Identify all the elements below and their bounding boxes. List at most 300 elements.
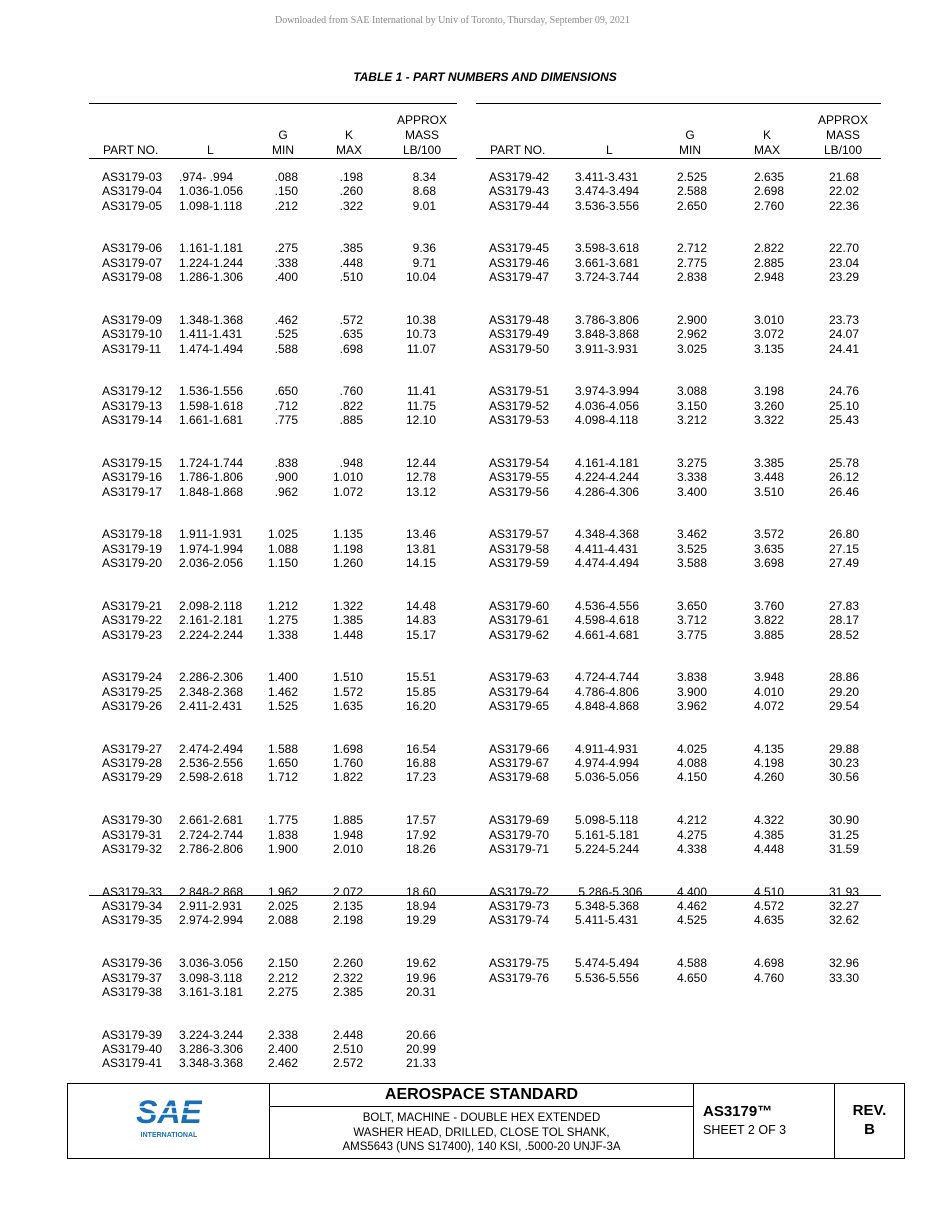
- cell-k-max: .448: [339, 255, 363, 270]
- table-row: [476, 241, 881, 255]
- cell-g-min: 1.962: [267, 884, 298, 899]
- cell-g-min: 3.088: [676, 384, 707, 399]
- description-line: BOLT, MACHINE - DOUBLE HEX EXTENDED: [362, 1112, 601, 1124]
- cell-k-max: 4.322: [753, 813, 784, 828]
- cell-mass: 11.41: [406, 384, 436, 399]
- table-row: [89, 685, 457, 699]
- cell-part-no: AS3179-70: [489, 827, 550, 842]
- cell-l: 3.474-3.494: [575, 184, 640, 199]
- cell-l: 5.348-5.368: [575, 899, 640, 914]
- cell-k-max: 1.635: [332, 698, 363, 713]
- table-row: [476, 699, 881, 713]
- cell-mass: 15.51: [405, 670, 436, 685]
- cell-g-min: 3.150: [676, 398, 707, 413]
- table-row: [89, 742, 457, 756]
- cell-part-no: AS3179-43: [489, 184, 550, 199]
- cell-k-max: .822: [339, 398, 363, 413]
- cell-g-min: 2.150: [267, 956, 298, 971]
- cell-mass: 8.68: [412, 184, 436, 199]
- col-header-l: L: [207, 143, 214, 157]
- cell-part-no: AS3179-05: [102, 198, 163, 213]
- table-row: [89, 184, 457, 198]
- cell-g-min: 1.338: [267, 627, 298, 642]
- cell-k-max: 2.760: [753, 198, 784, 213]
- sae-logo-icon: [136, 1095, 202, 1141]
- table-row: [89, 256, 457, 270]
- cell-part-no: AS3179-28: [102, 756, 163, 771]
- table-row: [89, 556, 457, 570]
- cell-k-max: 3.510: [753, 484, 784, 499]
- cell-part-no: AS3179-56: [489, 484, 550, 499]
- cell-mass: 9.71: [412, 255, 436, 270]
- cell-g-min: .525: [274, 327, 298, 342]
- table-row: [89, 613, 457, 627]
- cell-mass: 14.15: [405, 556, 436, 571]
- cell-g-min: .275: [274, 241, 298, 256]
- cell-g-min: 4.275: [676, 827, 707, 842]
- cell-part-no: AS3179-29: [102, 770, 163, 785]
- table-header: [89, 104, 457, 159]
- table-row: [476, 527, 881, 541]
- cell-l: 3.536-3.556: [575, 198, 640, 213]
- table-row: [476, 485, 881, 499]
- cell-mass: 26.80: [828, 527, 859, 542]
- standard-description: [270, 1107, 693, 1155]
- cell-part-no: AS3179-63: [489, 670, 550, 685]
- table-row: [89, 699, 457, 713]
- cell-part-no: AS3179-20: [102, 556, 163, 571]
- logo-cell: [68, 1084, 270, 1158]
- cell-part-no: AS3179-22: [102, 613, 163, 628]
- cell-k-max: 3.635: [753, 541, 784, 556]
- cell-part-no: AS3179-11: [102, 341, 162, 356]
- cell-l: 3.974-3.994: [575, 384, 640, 399]
- cell-part-no: AS3179-10: [102, 327, 163, 342]
- cell-mass: 23.29: [828, 270, 859, 285]
- cell-part-no: AS3179-18: [102, 527, 163, 542]
- cell-g-min: 1.525: [267, 698, 298, 713]
- table-right-half: [476, 103, 881, 985]
- cell-l: 1.848-1.868: [179, 484, 244, 499]
- cell-mass: 18.60: [405, 884, 436, 899]
- cell-k-max: 1.135: [332, 527, 363, 542]
- cell-part-no: AS3179-37: [102, 970, 163, 985]
- cell-g-min: .462: [274, 312, 298, 327]
- cell-l: 4.911-4.931: [575, 741, 639, 756]
- table-row: [476, 413, 881, 427]
- table-row: [476, 685, 881, 699]
- cell-part-no: AS3179-33: [102, 884, 163, 899]
- cell-mass: 29.54: [828, 698, 859, 713]
- cell-mass: 17.23: [405, 770, 436, 785]
- cell-mass: 18.94: [405, 899, 436, 914]
- table-row: [476, 613, 881, 627]
- cell-mass: 12.44: [405, 455, 436, 470]
- cell-mass: 13.81: [405, 541, 436, 556]
- cell-k-max: 4.698: [753, 956, 784, 971]
- cell-g-min: 3.962: [676, 698, 707, 713]
- cell-mass: 27.15: [828, 541, 859, 556]
- table-row: [89, 270, 457, 284]
- cell-g-min: 2.900: [676, 312, 707, 327]
- cell-l: 5.036-5.056: [575, 770, 640, 785]
- cell-l: 2.474-2.494: [179, 741, 244, 756]
- cell-g-min: 3.338: [676, 470, 707, 485]
- document-number: AS3179™: [703, 1103, 773, 1120]
- cell-k-max: 1.948: [332, 827, 363, 842]
- table-row: [89, 813, 457, 827]
- cell-part-no: AS3179-14: [102, 413, 163, 428]
- cell-mass: 25.43: [828, 413, 859, 428]
- cell-part-no: AS3179-51: [489, 384, 550, 399]
- cell-mass: 31.59: [828, 841, 859, 856]
- cell-mass: 19.96: [405, 970, 436, 985]
- cell-part-no: AS3179-58: [489, 541, 550, 556]
- cell-mass: 22.02: [828, 184, 859, 199]
- rev-value: B: [864, 1121, 875, 1138]
- cell-g-min: .900: [274, 470, 298, 485]
- cell-l: 5.224-5.244: [575, 841, 640, 856]
- cell-k-max: 4.198: [753, 756, 784, 771]
- cell-g-min: .712: [274, 398, 298, 413]
- cell-part-no: AS3179-03: [102, 170, 163, 184]
- cell-g-min: 2.962: [676, 327, 707, 342]
- table-row: [89, 828, 457, 842]
- col-header-l: L: [606, 143, 613, 157]
- cell-mass: 14.48: [405, 598, 436, 613]
- cell-k-max: 1.822: [332, 770, 363, 785]
- cell-mass: 32.96: [828, 956, 859, 971]
- cell-part-no: AS3179-25: [102, 684, 163, 699]
- table-row: [89, 542, 457, 556]
- cell-g-min: 2.462: [267, 1056, 298, 1071]
- table-row: [476, 756, 881, 770]
- cell-l: 2.661-2.681: [179, 813, 244, 828]
- col-header-g: G MIN: [272, 128, 294, 157]
- cell-mass: 9.36: [412, 241, 436, 256]
- table-row: [89, 1056, 457, 1070]
- cell-l: 1.911-1.931: [179, 527, 243, 542]
- cell-g-min: 4.650: [676, 970, 707, 985]
- cell-l: 4.974-4.994: [575, 756, 640, 771]
- cell-g-min: 1.025: [267, 527, 298, 542]
- cell-k-max: 3.698: [753, 556, 784, 571]
- cell-part-no: AS3179-30: [102, 813, 163, 828]
- col-header-mass: APPROX MASS LB/100: [396, 113, 447, 157]
- cell-k-max: .385: [339, 241, 363, 256]
- cell-k-max: 3.010: [753, 312, 784, 327]
- table-row: [476, 742, 881, 756]
- table-row: [476, 270, 881, 284]
- cell-part-no: AS3179-40: [102, 1042, 163, 1057]
- cell-l: 1.661-1.681: [179, 413, 244, 428]
- cell-part-no: AS3179-15: [102, 455, 163, 470]
- cell-mass: 22.70: [828, 241, 859, 256]
- cell-l: 2.411-2.431: [179, 698, 243, 713]
- cell-mass: 10.04: [405, 270, 436, 285]
- cell-k-max: 4.635: [753, 913, 784, 928]
- cell-l: 5.286-5.306: [575, 884, 643, 899]
- cell-k-max: 4.072: [753, 698, 784, 713]
- cell-mass: 33.30: [828, 970, 859, 985]
- cell-g-min: 2.088: [267, 913, 298, 928]
- table-header: [476, 104, 881, 159]
- cell-g-min: .150: [274, 184, 298, 199]
- cell-k-max: 3.948: [753, 670, 784, 685]
- cell-k-max: .510: [339, 270, 363, 285]
- standard-heading: AEROSPACE STANDARD: [270, 1084, 693, 1107]
- cell-g-min: 2.712: [676, 241, 707, 256]
- table-row: [476, 828, 881, 842]
- table-row: [476, 327, 881, 341]
- cell-g-min: 2.025: [267, 899, 298, 914]
- cell-part-no: AS3179-52: [489, 398, 550, 413]
- cell-mass: 23.73: [828, 312, 859, 327]
- description-line: AMS5643 (UNS S17400), 140 KSI, .5000-20 UNJF-3A: [342, 1141, 621, 1153]
- cell-k-max: 1.260: [332, 556, 363, 571]
- svg-text:INTERNATIONAL: INTERNATIONAL: [140, 1132, 198, 1139]
- cell-g-min: 1.650: [267, 756, 298, 771]
- cell-part-no: AS3179-75: [489, 956, 550, 971]
- download-note: Downloaded from SAE International by Univ of Toronto, Thursday, September 09, 2021: [275, 15, 630, 26]
- cell-l: 4.661-4.681: [575, 627, 640, 642]
- cell-k-max: .760: [339, 384, 363, 399]
- cell-l: 1.098-1.118: [179, 198, 243, 213]
- cell-l: 2.974-2.994: [179, 913, 244, 928]
- cell-l: 3.661-3.681: [575, 255, 640, 270]
- table-row: [89, 384, 457, 398]
- table-body-left: [89, 159, 457, 1071]
- cell-k-max: 4.135: [753, 741, 784, 756]
- description-line: WASHER HEAD, DRILLED, CLOSE TOL SHANK,: [353, 1126, 610, 1139]
- table-row: [476, 670, 881, 684]
- cell-g-min: 2.400: [267, 1042, 298, 1057]
- cell-l: 5.474-5.494: [575, 956, 640, 971]
- cell-l: 5.098-5.118: [575, 813, 639, 828]
- cell-k-max: 3.448: [753, 470, 784, 485]
- cell-g-min: .338: [274, 255, 298, 270]
- cell-l: 1.974-1.994: [179, 541, 244, 556]
- cell-l: 3.348-3.368: [179, 1056, 244, 1071]
- cell-k-max: 2.885: [753, 255, 784, 270]
- table-row: [89, 199, 457, 213]
- cell-g-min: 3.525: [676, 541, 707, 556]
- cell-g-min: 1.212: [267, 598, 298, 613]
- cell-k-max: 3.572: [753, 527, 784, 542]
- cell-g-min: 4.025: [676, 741, 707, 756]
- cell-k-max: 3.760: [753, 598, 784, 613]
- rev-label-text: REV.: [852, 1102, 887, 1119]
- cell-k-max: 2.948: [753, 270, 784, 285]
- cell-l: 3.098-3.118: [179, 970, 243, 985]
- cell-k-max: 3.322: [753, 413, 784, 428]
- cell-k-max: 3.260: [753, 398, 784, 413]
- table-row: [476, 399, 881, 413]
- cell-k-max: 2.385: [332, 984, 363, 999]
- cell-l: 1.161-1.181: [179, 241, 244, 256]
- table-row: [476, 899, 881, 913]
- cell-part-no: AS3179-41: [102, 1056, 163, 1071]
- cell-mass: 14.83: [405, 613, 436, 628]
- cell-l: 4.036-4.056: [575, 398, 640, 413]
- cell-mass: 24.07: [828, 327, 859, 342]
- cell-mass: 13.12: [405, 484, 436, 499]
- col-header-k: K MAX: [753, 128, 780, 157]
- cell-mass: 11.07: [406, 341, 436, 356]
- table-row: [89, 527, 457, 541]
- cell-k-max: .572: [339, 312, 363, 327]
- col-header-part-no: PART NO.: [103, 143, 159, 157]
- cell-k-max: 2.260: [332, 956, 363, 971]
- cell-g-min: 3.900: [676, 684, 707, 699]
- table-title: TABLE 1 - PART NUMBERS AND DIMENSIONS: [353, 70, 617, 84]
- cell-k-max: 1.885: [332, 813, 363, 828]
- table-row: [476, 885, 881, 899]
- cell-part-no: AS3179-26: [102, 698, 163, 713]
- cell-mass: 17.92: [405, 827, 436, 842]
- cell-mass: 13.46: [405, 527, 436, 542]
- cell-k-max: 4.760: [753, 970, 784, 985]
- table-row: [89, 628, 457, 642]
- cell-k-max: 4.448: [753, 841, 784, 856]
- table-row: [89, 470, 457, 484]
- cell-mass: 10.73: [405, 327, 436, 342]
- cell-k-max: 2.010: [332, 841, 363, 856]
- table-row: [476, 956, 881, 970]
- cell-k-max: 2.698: [753, 184, 784, 199]
- cell-mass: 21.68: [828, 170, 859, 184]
- cell-k-max: 1.072: [332, 484, 363, 499]
- cell-part-no: AS3179-69: [489, 813, 550, 828]
- cell-mass: 32.62: [828, 913, 859, 928]
- table-row: [89, 413, 457, 427]
- cell-part-no: AS3179-59: [489, 556, 550, 571]
- cell-k-max: 3.822: [753, 613, 784, 628]
- sheet-number: SHEET 2 OF 3: [703, 1123, 787, 1137]
- cell-g-min: 3.775: [676, 627, 707, 642]
- col-header-k: K MAX: [335, 128, 362, 157]
- cell-l: 3.848-3.868: [575, 327, 640, 342]
- cell-l: 4.786-4.806: [575, 684, 640, 699]
- table-row: [476, 456, 881, 470]
- cell-l: 5.161-5.181: [575, 827, 640, 842]
- title-block: [67, 1083, 905, 1159]
- cell-g-min: 3.462: [676, 527, 707, 542]
- cell-part-no: AS3179-19: [102, 541, 163, 556]
- cell-l: 1.724-1.744: [179, 455, 244, 470]
- cell-mass: 12.10: [405, 413, 436, 428]
- cell-l: 4.224-4.244: [575, 470, 640, 485]
- cell-k-max: 2.322: [332, 970, 363, 985]
- cell-mass: 22.36: [828, 198, 859, 213]
- cell-part-no: AS3179-38: [102, 984, 163, 999]
- table-row: [476, 770, 881, 784]
- cell-part-no: AS3179-16: [102, 470, 163, 485]
- table-row: [89, 670, 457, 684]
- cell-part-no: AS3179-09: [102, 312, 163, 327]
- cell-part-no: AS3179-73: [489, 899, 550, 914]
- table-row: [89, 1042, 457, 1056]
- cell-part-no: AS3179-08: [102, 270, 163, 285]
- cell-k-max: 1.385: [332, 613, 363, 628]
- cell-k-max: 2.198: [332, 913, 363, 928]
- cell-mass: 31.93: [828, 884, 859, 899]
- cell-part-no: AS3179-57: [489, 527, 550, 542]
- cell-part-no: AS3179-24: [102, 670, 163, 685]
- cell-mass: 27.83: [828, 598, 859, 613]
- cell-k-max: 1.198: [332, 541, 363, 556]
- document-cell: [694, 1084, 835, 1158]
- revision-cell: [835, 1084, 904, 1158]
- table-row: [476, 628, 881, 642]
- cell-k-max: .198: [339, 170, 363, 184]
- cell-g-min: 1.088: [267, 541, 298, 556]
- cell-part-no: AS3179-62: [489, 627, 550, 642]
- table-row: [89, 599, 457, 613]
- cell-g-min: .400: [274, 270, 298, 285]
- cell-l: 2.598-2.618: [179, 770, 244, 785]
- cell-mass: 11.75: [406, 398, 436, 413]
- cell-part-no: AS3179-65: [489, 698, 550, 713]
- cell-part-no: AS3179-04: [102, 184, 163, 199]
- cell-g-min: 1.588: [267, 741, 298, 756]
- cell-part-no: AS3179-53: [489, 413, 550, 428]
- cell-g-min: 2.212: [267, 970, 298, 985]
- cell-l: 3.161-3.181: [179, 984, 244, 999]
- cell-k-max: 1.760: [332, 756, 363, 771]
- table-row: [89, 485, 457, 499]
- table-row: [89, 399, 457, 413]
- cell-part-no: AS3179-39: [102, 1027, 163, 1042]
- cell-g-min: 3.838: [676, 670, 707, 685]
- revision-label: [835, 1084, 904, 1139]
- table-row: [89, 913, 457, 927]
- cell-g-min: .088: [274, 170, 298, 184]
- cell-l: 4.536-4.556: [575, 598, 640, 613]
- cell-part-no: AS3179-48: [489, 312, 550, 327]
- cell-mass: 26.12: [828, 470, 859, 485]
- cell-k-max: 4.010: [753, 684, 784, 699]
- cell-k-max: 1.448: [332, 627, 363, 642]
- cell-mass: 24.76: [828, 384, 859, 399]
- cell-g-min: 1.900: [267, 841, 298, 856]
- table-left-half: [89, 103, 457, 1071]
- cell-k-max: 2.572: [332, 1056, 363, 1071]
- cell-mass: 29.20: [828, 684, 859, 699]
- table-row: [476, 170, 881, 184]
- cell-part-no: AS3179-68: [489, 770, 550, 785]
- cell-part-no: AS3179-35: [102, 913, 163, 928]
- col-header-part-no: PART NO.: [490, 143, 546, 157]
- cell-k-max: 1.510: [332, 670, 363, 685]
- cell-g-min: 4.212: [676, 813, 707, 828]
- table-row: [476, 599, 881, 613]
- cell-part-no: AS3179-07: [102, 255, 163, 270]
- cell-l: 2.348-2.368: [179, 684, 244, 699]
- cell-mass: 30.90: [828, 813, 859, 828]
- cell-mass: 26.46: [828, 484, 859, 499]
- cell-k-max: 3.135: [753, 341, 784, 356]
- cell-l: 3.286-3.306: [179, 1042, 244, 1057]
- cell-mass: 15.17: [405, 627, 436, 642]
- cell-part-no: AS3179-31: [102, 827, 163, 842]
- table-row: [89, 456, 457, 470]
- cell-part-no: AS3179-21: [102, 598, 163, 613]
- cell-g-min: 1.838: [267, 827, 298, 842]
- cell-part-no: AS3179-67: [489, 756, 550, 771]
- cell-g-min: 3.712: [676, 613, 707, 628]
- cell-g-min: .962: [274, 484, 298, 499]
